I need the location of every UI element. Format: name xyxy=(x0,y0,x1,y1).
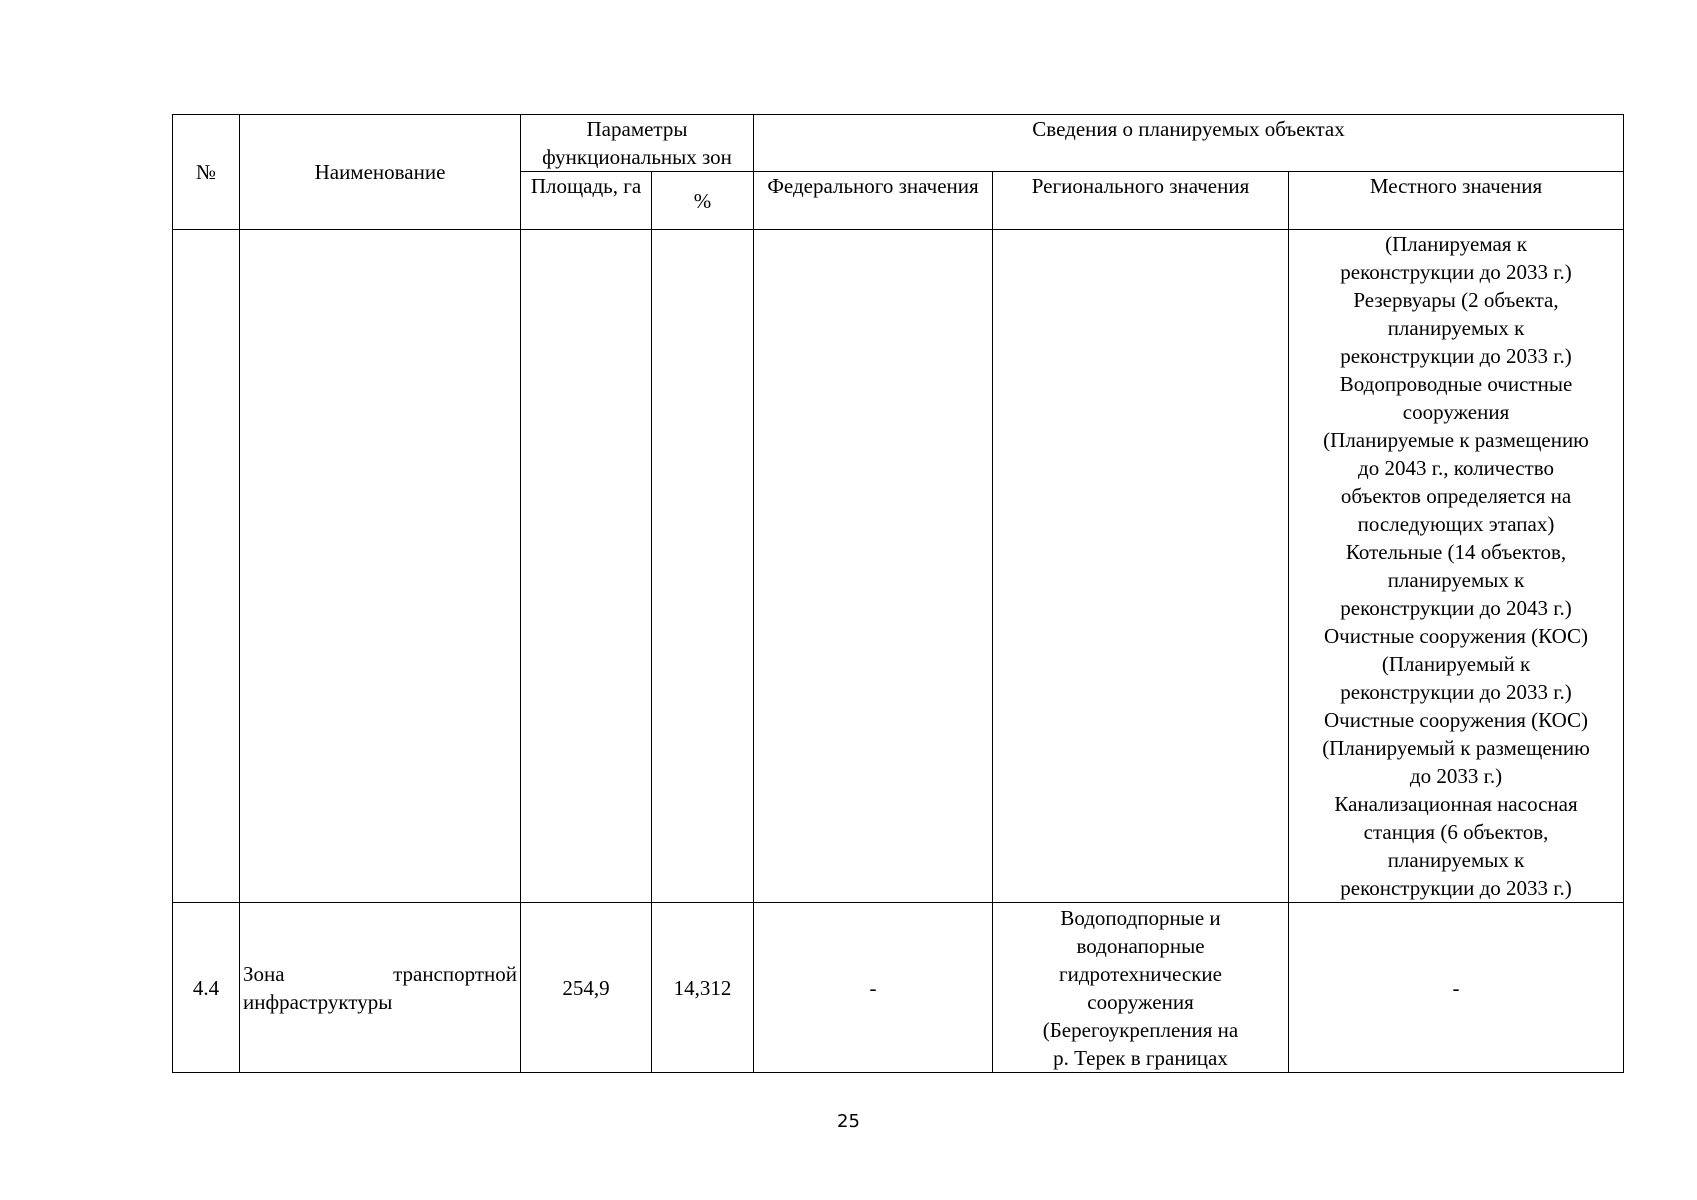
local-object-line: планируемых к xyxy=(1387,568,1525,592)
header-regional: Регионального значения xyxy=(993,172,1289,230)
header-num: № xyxy=(173,115,240,230)
table-header xyxy=(173,115,1624,230)
local-object-line: реконструкции до 2043 г.) xyxy=(1340,596,1572,620)
header-local: Местного значения xyxy=(1289,172,1624,230)
cell-local: - xyxy=(1289,903,1624,1073)
regional-object-line: водонапорные xyxy=(1076,934,1205,958)
regional-object-line: гидротехнические xyxy=(1059,962,1222,986)
regional-objects-list xyxy=(1037,904,1245,1072)
local-object-line: Очистные сооружения (КОС) xyxy=(1324,708,1589,732)
page-number: 25 xyxy=(837,1111,860,1132)
local-object-line: реконструкции до 2033 г.) xyxy=(1340,260,1572,284)
local-object-line: объектов определяется на xyxy=(1340,484,1572,508)
cell-local xyxy=(1289,230,1624,903)
table-body xyxy=(173,230,1624,1073)
cell-area: 254,9 xyxy=(521,903,652,1073)
cell-num xyxy=(173,230,240,903)
local-object-line: Водопроводные очистные xyxy=(1339,372,1573,396)
cell-num: 4.4 xyxy=(173,903,240,1073)
local-object-line: станция (6 объектов, xyxy=(1363,820,1549,844)
local-object-line: Резервуары (2 объекта, xyxy=(1353,288,1559,312)
cell-percent: 14,312 xyxy=(652,903,754,1073)
local-object-line: (Планируемая к xyxy=(1385,232,1527,256)
local-object-line: до 2043 г., количество xyxy=(1358,456,1554,480)
cell-percent xyxy=(652,230,754,903)
local-object-line: последующих этапах) xyxy=(1357,512,1555,536)
regional-object-line: сооружения xyxy=(1087,990,1194,1014)
cell-federal: - xyxy=(754,903,993,1073)
header-federal: Федерального значения xyxy=(754,172,993,230)
header-name: Наименование xyxy=(240,115,521,230)
regional-object-line: (Берегоукрепления на xyxy=(1042,1018,1239,1042)
local-object-line: реконструкции до 2033 г.) xyxy=(1340,680,1572,704)
header-objects-group: Сведения о планируемых объектах xyxy=(754,115,1624,172)
cell-area xyxy=(521,230,652,903)
cell-name: Зона транспортной инфраструктуры xyxy=(240,903,521,1073)
header-percent: % xyxy=(652,172,754,230)
local-object-line: Котельные (14 объектов, xyxy=(1345,540,1567,564)
local-object-line: сооружения xyxy=(1402,400,1510,424)
local-object-line: планируемых к xyxy=(1387,848,1525,872)
regional-object-line: р. Терек в границах xyxy=(1053,1046,1228,1070)
local-object-line: реконструкции до 2033 г.) xyxy=(1340,344,1572,368)
local-object-line: (Планируемый к xyxy=(1381,652,1531,676)
local-object-line: Канализационная насосная xyxy=(1334,792,1578,816)
cell-federal xyxy=(754,230,993,903)
planned-objects-table xyxy=(172,114,1624,1073)
cell-regional xyxy=(993,903,1289,1073)
local-object-line: (Планируемый к размещению xyxy=(1322,736,1590,760)
table-row-4-4 xyxy=(173,903,1624,1073)
local-objects-list xyxy=(1289,230,1623,902)
table-row-continued xyxy=(173,230,1624,903)
local-object-line: реконструкции до 2033 г.) xyxy=(1340,876,1572,900)
local-object-line: Очистные сооружения (КОС) xyxy=(1324,624,1589,648)
local-object-line: планируемых к xyxy=(1387,316,1525,340)
cell-regional xyxy=(993,230,1289,903)
local-object-line: (Планируемые к размещению xyxy=(1323,428,1589,452)
header-area: Площадь, га xyxy=(521,172,652,230)
cell-name xyxy=(240,230,521,903)
regional-object-line: Водоподпорные и xyxy=(1060,906,1221,930)
header-params-group: Параметры функциональных зон xyxy=(521,115,754,172)
header-row-1 xyxy=(173,115,1624,172)
local-object-line: до 2033 г.) xyxy=(1409,764,1503,788)
